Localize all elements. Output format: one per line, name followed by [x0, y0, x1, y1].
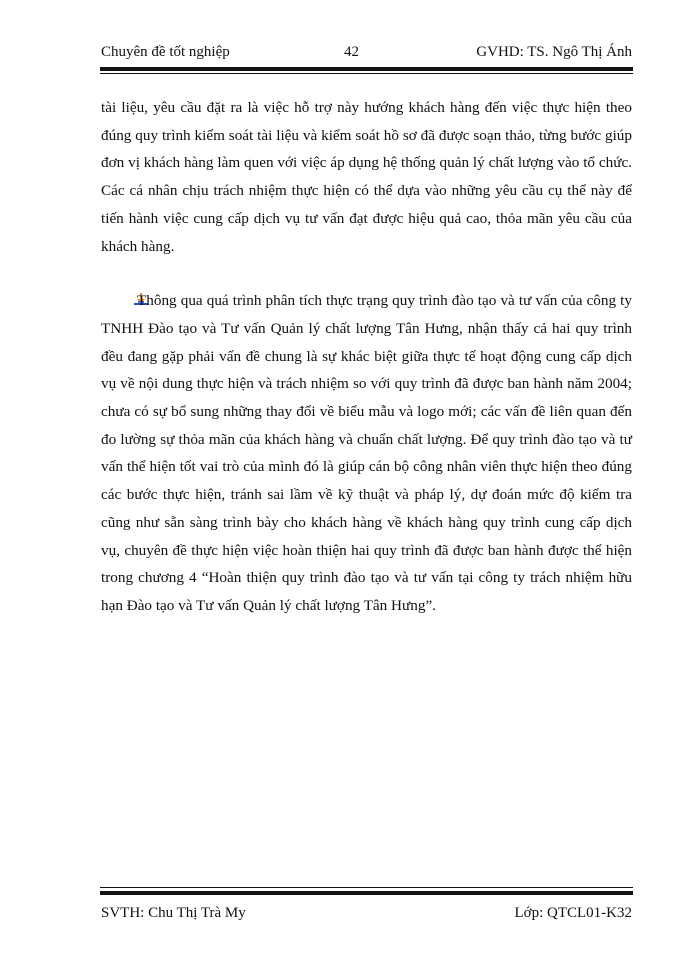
- page-footer: [101, 905, 632, 925]
- footer-class: Lớp: QTCL01-K32: [514, 905, 632, 921]
- paragraph: tài liệu, yêu cầu đặt ra là việc hỗ trợ này hướng khách hàng đến việc thực hiện theo đúng quy trình kiểm soát tài liệu và kiểm soát hồ sơ đã được soạn thảo, từng bước giúp đơn vị khách hàng làm quen với việc áp dụng hệ thống quản lý chất lượng vào tổ chức. Các cá nhân chịu trách nhiệm thực hiện có thể dựa vào những yêu cầu cụ thể này để tiến hành việc cung cấp dịch vụ tư vấn đạt được hiệu quả cao, thỏa mãn yêu cầu của khách hàng.: [101, 99, 632, 255]
- document-body: [101, 94, 632, 620]
- page-header: [101, 44, 632, 64]
- header-advisor: GVHD: TS. Ngô Thị Ánh: [476, 44, 632, 60]
- footer-rule-thin: [100, 887, 633, 888]
- footer-student: SVTH: Chu Thị Trà My: [101, 905, 246, 921]
- header-title: Chuyên đề tốt nghiệp: [101, 44, 230, 60]
- header-rule-thick: [100, 67, 633, 71]
- bullet-paragraph-text: Thông qua quá trình phân tích thực trạng quy trình đào tạo và tư vấn của công ty TNHH Đào tạo và Tư vấn Quản lý chất lượng Tân Hưng, nhận thấy cả hai quy trình đều đang gặp phải vấn đề chung là sự khác biệt giữa thực tế hoạt động cung cấp dịch vụ về nội dung thực hiện và trách nhiệm so với quy trình đã được ban hành năm 2004; chưa có sự bổ sung những thay đổi về biểu mẫu và logo mới; các vấn đề liên quan đến đo lường sự thỏa mãn của khách hàng và chuẩn chất lượng. Để quy trình đào tạo và tư vấn thể hiện tốt vai trò của mình đó là giúp cán bộ công nhân viên thực hiện theo đúng các bước thực hiện, tránh sai lầm về kỹ thuật và pháp lý, dự đoán mức độ kiểm tra cũng như sẵn sàng trình bày cho khách hàng về khách hàng quy trình cung cấp dịch vụ, chuyên đề thực hiện việc hoàn thiện hai quy trình đã được ban hành được thể hiện trong chương 4 “Hoàn thiện quy trình đào tạo và tư vấn tại công ty trách nhiệm hữu hạn Đào tạo và Tư vấn Quản lý chất lượng Tân Hưng”.: [101, 292, 632, 614]
- pushpin-bullet-icon: [117, 288, 133, 302]
- page-number: 42: [344, 44, 359, 60]
- footer-rule-thick: [100, 891, 633, 895]
- header-rule-thin: [100, 73, 633, 74]
- bullet-paragraph: [101, 287, 632, 619]
